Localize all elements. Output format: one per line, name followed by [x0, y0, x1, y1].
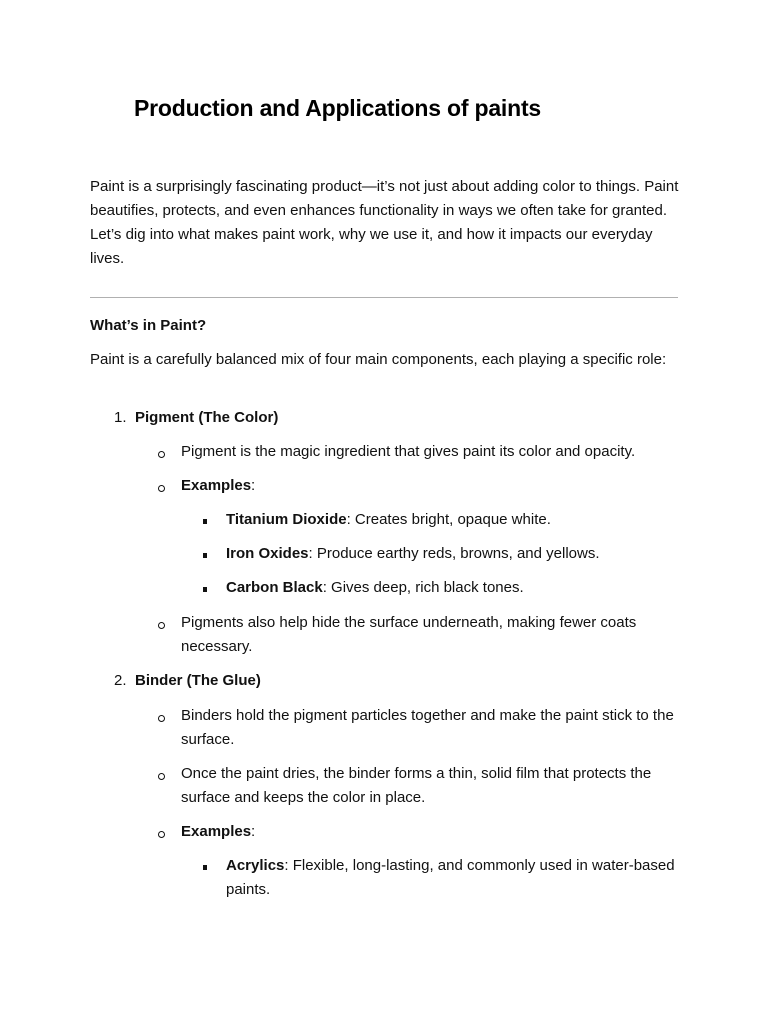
- examples-colon: :: [251, 823, 256, 840]
- sub-bullet-text: Pigment is the magic ingredient that gives paint its color and opacity.: [181, 443, 636, 460]
- list-item-heading: Binder (The Glue): [135, 672, 261, 689]
- example-term: Carbon Black: [226, 579, 323, 596]
- list-number: 2.: [114, 672, 127, 689]
- examples-label: Examples: [181, 823, 252, 840]
- example-desc: : Gives deep, rich black tones.: [322, 579, 524, 596]
- square-bullet-icon: [203, 865, 207, 870]
- sub-bullet-text: Once the paint dries, the binder forms a thin, solid film that protects the surface and keeps the color in place.: [181, 765, 652, 806]
- example-text: [226, 542, 696, 566]
- list-item-heading: Pigment (The Color): [135, 409, 279, 426]
- example-text: [226, 854, 676, 902]
- example-term: Iron Oxides: [226, 545, 309, 562]
- sub-bullet-text: [181, 820, 255, 844]
- example-term: Titanium Dioxide: [226, 511, 347, 528]
- horizontal-rule: [90, 297, 678, 298]
- example-desc: : Creates bright, opaque white.: [346, 511, 551, 528]
- circle-bullet-icon: [158, 485, 165, 492]
- sub-bullet-text: [181, 474, 255, 498]
- example-text: [226, 508, 696, 532]
- circle-bullet-icon: [158, 773, 165, 780]
- circle-bullet-icon: [158, 715, 165, 722]
- sub-bullet-text: Pigments also help hide the surface underneath, making fewer coats necessary.: [181, 614, 637, 655]
- examples-colon: :: [251, 477, 256, 494]
- square-bullet-icon: [203, 519, 207, 524]
- section-intro: Paint is a carefully balanced mix of four main components, each playing a specific role:: [90, 351, 667, 368]
- circle-bullet-icon: [158, 622, 165, 629]
- section-heading: What’s in Paint?: [90, 317, 207, 334]
- circle-bullet-icon: [158, 831, 165, 838]
- example-desc: : Flexible, long-lasting, and commonly used in water-based paints.: [226, 857, 675, 898]
- circle-bullet-icon: [158, 451, 165, 458]
- intro-paragraph: Paint is a surprisingly fascinating product—it’s not just about adding color to things. Paint beautifies, protects, and even enhances functionality in ways we often take for granted. Let’s dig into what makes paint work, why we use it, and how it impacts our everyday lives.: [90, 178, 679, 267]
- square-bullet-icon: [203, 587, 207, 592]
- document-title: Production and Applications of paints: [134, 95, 542, 121]
- example-text: [226, 576, 696, 600]
- example-term: Acrylics: [226, 857, 285, 874]
- square-bullet-icon: [203, 553, 207, 558]
- sub-bullet-text: Binders hold the pigment particles together and make the paint stick to the surface.: [181, 707, 674, 748]
- example-desc: : Produce earthy reds, browns, and yellows.: [308, 545, 600, 562]
- list-number: 1.: [114, 409, 127, 426]
- examples-label: Examples: [181, 477, 252, 494]
